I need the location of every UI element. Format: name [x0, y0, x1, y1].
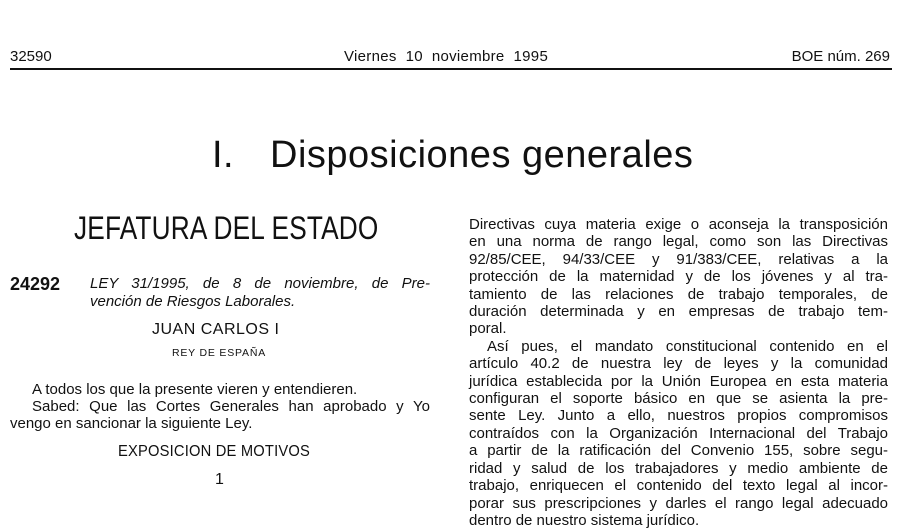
king-title: REY DE ESPAÑA [172, 347, 267, 359]
promulgation-paragraph: A todos los que la presente vieren y entendieren. [32, 381, 358, 398]
section-title: Disposiciones generales [270, 134, 694, 176]
header-rule [10, 68, 892, 70]
publication-date: Viernes 10 noviembre 1995 [344, 48, 549, 65]
exposition-number: 1 [215, 471, 224, 488]
text-line: duración determinada y en empresas de trabajo tem- [469, 303, 888, 321]
text-line: a partir de la ratificación del Convenio 155, sobre segu- [469, 442, 888, 460]
law-title-line: vención de Riesgos Laborales. [90, 293, 296, 310]
text-line: jurídica establecida por la Unión Europea en esta materia [469, 372, 888, 390]
text-line: trabajo, enriquecen el contenido del texto legal al incor- [469, 477, 888, 495]
text-line: Así pues, el mandato constitucional contenido en el [487, 337, 888, 355]
text-line: porar sus prescripciones y darles el rango legal adecuado [469, 494, 888, 512]
text-line: Directivas cuya materia exige o aconseja la transposición [469, 216, 888, 233]
law-title-line: LEY 31/1995, de 8 de noviembre, de Pre- [90, 275, 430, 292]
promulgation-text [10, 381, 430, 432]
page-number: 32590 [10, 48, 52, 65]
text-line: 92/85/CEE, 94/33/CEE y 91/383/CEE, relativas a la [469, 250, 888, 268]
section-heading [212, 134, 693, 177]
text-line: sente Ley. Junto a ello, nuestros propios compromisos [469, 407, 888, 425]
text-line: dentro de nuestro sistema jurídico. [469, 511, 700, 529]
right-column [469, 216, 888, 529]
page-header [10, 48, 890, 68]
bulletin-number: BOE núm. 269 [791, 48, 890, 65]
organism-heading: JEFATURA DEL ESTADO [74, 210, 379, 246]
text-line: en una norma de rango legal, como son las Directivas [469, 233, 888, 251]
promulgation-paragraph: Sabed: Que las Cortes Generales han aprobado y Yo vengo en sancionar la siguiente Ley. [10, 398, 430, 432]
text-line: poral. [469, 320, 507, 338]
text-line: contraídos con la Organización Internacional del Trabajo [469, 424, 888, 442]
paragraph [469, 338, 888, 529]
text-line: artículo 40.2 de nuestra ley de leyes y la comunidad [469, 355, 888, 373]
king-name: JUAN CARLOS I [152, 321, 280, 338]
exposition-heading: EXPOSICION DE MOTIVOS [118, 443, 310, 460]
paragraph [469, 216, 888, 338]
law-reference-number: 24292 [10, 274, 61, 294]
text-line: tamiento de las relaciones de trabajo temporales, de [469, 285, 888, 303]
text-line: configuran el soporte básico en que se asienta la pre- [469, 390, 888, 408]
section-number: I. [212, 134, 235, 176]
law-title [90, 275, 430, 311]
text-line: protección de la maternidad y de los jóvenes y al tra- [469, 268, 888, 286]
text-line: ridad y salud de los trabajadores y medio ambiente de [469, 459, 888, 477]
